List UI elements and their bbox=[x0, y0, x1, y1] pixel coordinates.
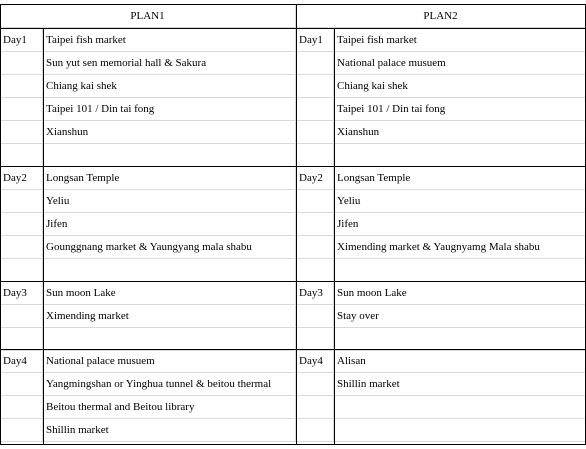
plan2-day-cell[interactable]: Day4 bbox=[296, 350, 334, 373]
itinerary-row bbox=[0, 213, 586, 236]
plan2-day-cell[interactable] bbox=[296, 328, 334, 351]
itinerary-row bbox=[0, 350, 586, 373]
itinerary-row bbox=[0, 396, 586, 419]
itinerary-row bbox=[0, 328, 586, 351]
plan2-activity-cell[interactable]: Shillin market bbox=[334, 373, 586, 396]
plan2-activity-cell[interactable]: Stay over bbox=[334, 305, 586, 328]
plan1-day-cell[interactable] bbox=[0, 190, 43, 213]
plan1-activity-cell[interactable]: Yangmingshan or Yinghua tunnel & beitou thermal bbox=[43, 373, 296, 396]
itinerary-row bbox=[0, 190, 586, 213]
frame-top-line bbox=[0, 4, 586, 5]
plan1-activity-cell[interactable]: Sun yut sen memorial hall & Sakura bbox=[43, 52, 296, 75]
plan2-activity-cell[interactable] bbox=[334, 419, 586, 442]
itinerary-row bbox=[0, 29, 586, 52]
plan1-activity-cell[interactable]: Gounggnang market & Yaungyang mala shabu bbox=[43, 236, 296, 259]
plan2-activity-cell[interactable] bbox=[334, 259, 586, 282]
plan2-activity-cell[interactable]: Ximending market & Yaugnyamg Mala shabu bbox=[334, 236, 586, 259]
plan1-activity-cell[interactable] bbox=[43, 259, 296, 282]
plan2-day-cell[interactable] bbox=[296, 305, 334, 328]
plan1-day-cell[interactable] bbox=[0, 213, 43, 236]
plan1-day-cell[interactable] bbox=[0, 305, 43, 328]
plan2-day-cell[interactable] bbox=[296, 396, 334, 419]
plan2-day-cell[interactable] bbox=[296, 259, 334, 282]
plan2-activity-cell[interactable]: Yeliu bbox=[334, 190, 586, 213]
plan1-day-cell[interactable] bbox=[0, 98, 43, 121]
header-row bbox=[0, 5, 586, 28]
plan2-activity-cell[interactable]: Chiang kai shek bbox=[334, 75, 586, 98]
frame-bottom-line bbox=[0, 444, 586, 445]
plan2-day-cell[interactable]: Day1 bbox=[296, 29, 334, 52]
plan2-activity-cell[interactable]: Jifen bbox=[334, 213, 586, 236]
plan1-day-cell[interactable] bbox=[0, 396, 43, 419]
itinerary-row bbox=[0, 52, 586, 75]
plan2-activity-cell[interactable]: National palace musuem bbox=[334, 52, 586, 75]
plan1-day-cell[interactable]: Day4 bbox=[0, 350, 43, 373]
plan1-day-cell[interactable] bbox=[0, 236, 43, 259]
plan1-activity-cell[interactable]: Shillin market bbox=[43, 419, 296, 442]
plan2-day-cell[interactable] bbox=[296, 419, 334, 442]
plan1-activity-cell[interactable]: Jifen bbox=[43, 213, 296, 236]
day2-separator-line bbox=[0, 166, 586, 167]
plan2-day-cell[interactable] bbox=[296, 373, 334, 396]
frame-middle-line bbox=[296, 4, 297, 445]
plan2-day-cell[interactable]: Day2 bbox=[296, 167, 334, 190]
plan1-activity-cell[interactable]: Yeliu bbox=[43, 190, 296, 213]
plan1-activity-cell[interactable] bbox=[43, 144, 296, 167]
header-separator-line bbox=[0, 28, 586, 29]
itinerary-row bbox=[0, 75, 586, 98]
plan2-day-cell[interactable]: Day3 bbox=[296, 282, 334, 305]
plan2-day-column-line bbox=[334, 28, 335, 445]
plan1-day-cell[interactable]: Day3 bbox=[0, 282, 43, 305]
plan1-day-cell[interactable] bbox=[0, 328, 43, 351]
plan2-activity-cell[interactable] bbox=[334, 144, 586, 167]
plan2-day-cell[interactable] bbox=[296, 52, 334, 75]
day3-separator-line bbox=[0, 281, 586, 282]
plan1-day-cell[interactable] bbox=[0, 259, 43, 282]
plan1-activity-cell[interactable]: Longsan Temple bbox=[43, 167, 296, 190]
frame-left-line bbox=[0, 4, 1, 445]
plan1-activity-cell[interactable]: Taipei fish market bbox=[43, 29, 296, 52]
plan2-activity-cell[interactable] bbox=[334, 396, 586, 419]
plan1-day-column-line bbox=[43, 28, 44, 445]
plan1-day-cell[interactable] bbox=[0, 373, 43, 396]
itinerary-row bbox=[0, 236, 586, 259]
plan1-day-cell[interactable] bbox=[0, 52, 43, 75]
plan2-header[interactable]: PLAN2 bbox=[296, 5, 586, 28]
plan1-activity-cell[interactable]: Chiang kai shek bbox=[43, 75, 296, 98]
plan2-activity-cell[interactable] bbox=[334, 328, 586, 351]
itinerary-row bbox=[0, 373, 586, 396]
itinerary-row bbox=[0, 121, 586, 144]
itinerary-row bbox=[0, 98, 586, 121]
itinerary-row bbox=[0, 259, 586, 282]
plan1-day-cell[interactable] bbox=[0, 121, 43, 144]
itinerary-row bbox=[0, 305, 586, 328]
plan2-activity-cell[interactable]: Alisan bbox=[334, 350, 586, 373]
itinerary-row bbox=[0, 282, 586, 305]
plan1-activity-cell[interactable]: National palace musuem bbox=[43, 350, 296, 373]
plan2-activity-cell[interactable]: Taipei fish market bbox=[334, 29, 586, 52]
day4-separator-line bbox=[0, 349, 586, 350]
itinerary-row bbox=[0, 167, 586, 190]
plan1-day-cell[interactable]: Day2 bbox=[0, 167, 43, 190]
plan2-day-cell[interactable] bbox=[296, 121, 334, 144]
itinerary-row bbox=[0, 419, 586, 442]
plan2-day-cell[interactable] bbox=[296, 144, 334, 167]
plan2-day-cell[interactable] bbox=[296, 98, 334, 121]
plan1-activity-cell[interactable]: Taipei 101 / Din tai fong bbox=[43, 98, 296, 121]
plan1-day-cell[interactable] bbox=[0, 419, 43, 442]
plan1-activity-cell[interactable]: Ximending market bbox=[43, 305, 296, 328]
plan2-day-cell[interactable] bbox=[296, 236, 334, 259]
plan2-day-cell[interactable] bbox=[296, 75, 334, 98]
plan1-activity-cell[interactable]: Sun moon Lake bbox=[43, 282, 296, 305]
plan1-day-cell[interactable] bbox=[0, 75, 43, 98]
plan2-activity-cell[interactable]: Longsan Temple bbox=[334, 167, 586, 190]
plan2-activity-cell[interactable]: Xianshun bbox=[334, 121, 586, 144]
plan1-header[interactable]: PLAN1 bbox=[0, 5, 296, 28]
plan2-activity-cell[interactable]: Taipei 101 / Din tai fong bbox=[334, 98, 586, 121]
plan1-activity-cell[interactable]: Beitou thermal and Beitou library bbox=[43, 396, 296, 419]
plan1-day-cell[interactable]: Day1 bbox=[0, 29, 43, 52]
plan2-day-cell[interactable] bbox=[296, 213, 334, 236]
plan1-day-cell[interactable] bbox=[0, 144, 43, 167]
plan1-activity-cell[interactable] bbox=[43, 328, 296, 351]
itinerary-row bbox=[0, 144, 586, 167]
plan2-day-cell[interactable] bbox=[296, 190, 334, 213]
plan2-activity-cell[interactable]: Sun moon Lake bbox=[334, 282, 586, 305]
plan1-activity-cell[interactable]: Xianshun bbox=[43, 121, 296, 144]
